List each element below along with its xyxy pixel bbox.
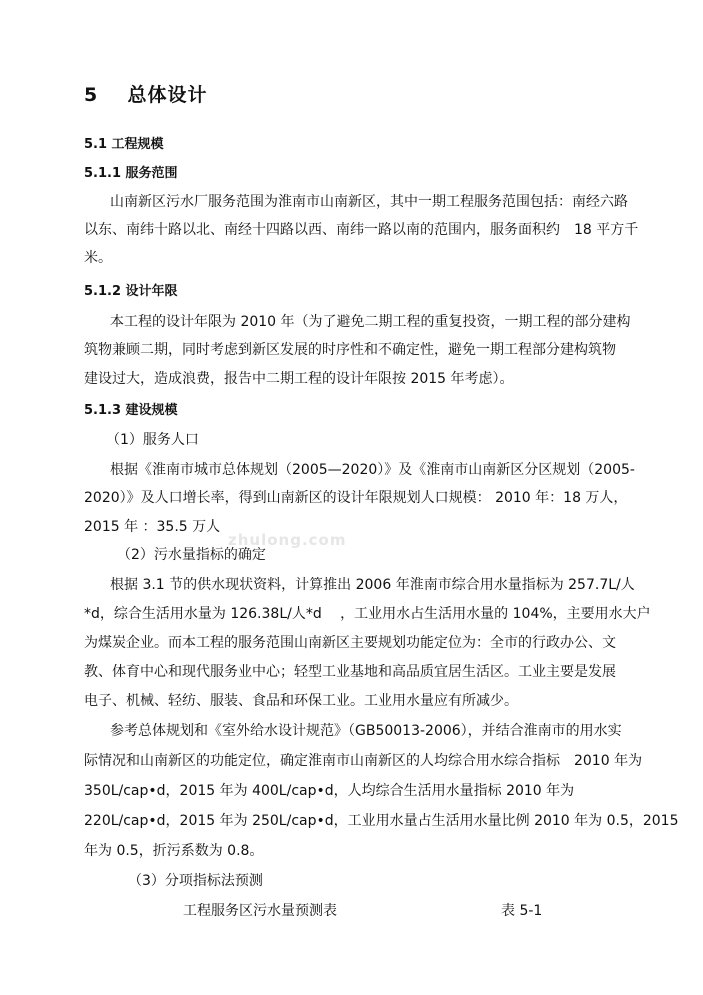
body-line: 350L/cap•d，2015 年为 400L/cap•d，人均综合生活用水量指标 2010 年为 [84,783,575,799]
chapter-heading [84,86,208,104]
table-caption-title: 工程服务区污水量预测表 [183,903,337,919]
body-line: 为煤炭企业。而本工程的服务范围山南新区主要规划功能定位为：全市的行政办公、文 [84,635,616,651]
body-line: 本工程的设计年限为 2010 年（为了避免二期工程的重复投资，一期工程的部分建构 [110,314,631,330]
body-line: 根据《淮南市城市总体规划（2005—2020）》及《淮南市山南新区分区规划（2005- [110,462,635,478]
table-caption-number: 表 5-1 [501,903,543,919]
body-line: 参考总体规划和《室外给水设计规范》（GB50013-2006），并结合淮南市的用水实 [110,723,622,739]
body-line: 220L/cap•d，2015 年为 250L/cap•d，工业用水量占生活用水量比例 2010 年为 0.5，2015 [84,813,679,829]
body-line: *d，综合生活用水量为 126.38L/人*d ，工业用水占生活用水量的 104%，主要用水大户 [84,606,651,622]
body-line: 2015 年 ：35.5 万人 [84,519,221,535]
body-line: 教、体育中心和现代服务业中心；轻型工业基地和高品质宜居生活区。工业主要是发展 [84,664,616,680]
watermark: zhulong.com [228,531,347,549]
body-line: 筑物兼顾二期，同时考虑到新区发展的时序性和不确定性，避免一期工程部分建构筑物 [84,342,616,358]
body-line: 根据 3.1 节的供水现状资料，计算推出 2006 年淮南市综合用水量指标为 257.7L/人 [110,577,635,593]
section-5-1-1-title: 5.1.1 服务范围 [84,166,178,181]
body-line: 以东、南纬十路以北、南经十四路以西、南纬一路以南的范围内，服务面积约 18 平方千 [84,222,639,238]
subsection-title: （2）污水量指标的确定 [117,547,266,563]
chapter-title: 总体设计 [127,84,208,106]
subsection-title: （3）分项指标法预测 [128,873,263,889]
subsection-title: （1）服务人口 [106,432,199,448]
section-5-1-title: 5.1 工程规模 [84,137,164,152]
body-line: 建设过大，造成浪费，报告中二期工程的设计年限按 2015 年考虑）。 [84,371,514,387]
body-line: 山南新区污水厂服务范围为淮南市山南新区，其中一期工程服务范围包括：南经六路 [110,194,628,210]
section-5-1-2-title: 5.1.2 设计年限 [84,284,178,299]
body-line: 2020）》及人口增长率，得到山南新区的设计年限规划人口规模： 2010 年：18 万人， [84,490,628,506]
body-line: 电子、机械、轻纺、服装、食品和环保工业。工业用水量应有所减少。 [84,693,518,709]
section-5-1-3-title: 5.1.3 建设规模 [84,403,178,418]
body-line: 米。 [84,250,112,266]
chapter-number: 5 [84,84,99,106]
body-line: 际情况和山南新区的功能定位，确定淮南市山南新区的人均综合用水综合指标 2010 年为 [84,753,643,769]
body-line: 年为 0.5，折污系数为 0.8。 [84,843,264,859]
